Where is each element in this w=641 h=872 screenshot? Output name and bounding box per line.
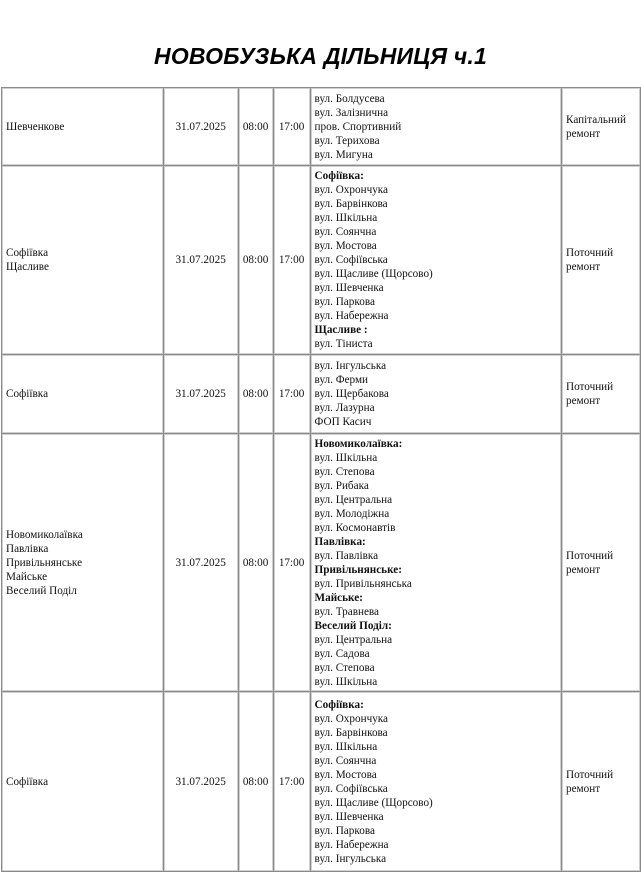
- street-name: вул. Шевченка: [314, 282, 384, 294]
- street-name: вул. Лазурна: [314, 402, 375, 414]
- street-name: вул. Космонавтів: [314, 521, 396, 534]
- street-name: вул. Болдусева: [314, 92, 385, 105]
- street-name: вул. Тіниста: [314, 338, 373, 350]
- page-title: НОВОБУЗЬКА ДІЛЬНИЦЯ ч.1: [154, 43, 487, 69]
- settlement-name: Щасливе: [6, 261, 49, 273]
- date-cell: 31.07.2025: [163, 88, 238, 166]
- settlement-name: Привільнянське: [6, 556, 83, 569]
- streets-cell: [310, 166, 561, 355]
- streets-cell: [310, 355, 561, 434]
- settlements-cell: [2, 166, 164, 355]
- outage-schedule-table: [1, 87, 641, 872]
- table-row: [2, 692, 641, 872]
- streets-cell: [310, 692, 561, 872]
- street-name: вул. Шкільна: [314, 212, 378, 224]
- street-name: вул. Рибака: [314, 479, 369, 492]
- street-name: вул. Павлівка: [314, 549, 379, 562]
- street-name: вул. Залізнична: [314, 106, 389, 119]
- street-name: вул. Набережна: [314, 838, 389, 851]
- end-time-cell: 17:00: [273, 88, 310, 166]
- settlement-name: Софіївка: [6, 247, 49, 259]
- street-name: вул. Набережна: [314, 310, 389, 322]
- settlements-cell: [2, 88, 164, 166]
- table-body: [2, 88, 641, 872]
- work-type-cell: Поточний ремонт: [562, 692, 641, 872]
- settlement-name: Шевченкове: [6, 120, 65, 133]
- settlements-cell: [2, 434, 164, 692]
- settlement-heading: Софіївка:: [314, 170, 364, 182]
- start-time-cell: 08:00: [238, 692, 273, 872]
- street-name: вул. Охрончука: [314, 184, 389, 196]
- settlement-heading: Павлівка:: [314, 535, 366, 548]
- settlements-cell: [2, 355, 164, 434]
- settlement-name: Павлівка: [6, 542, 49, 555]
- settlement-heading: Новомиколаївка:: [314, 437, 403, 450]
- date-cell: 31.07.2025: [163, 355, 238, 434]
- street-name: вул. Соянчна: [314, 226, 377, 238]
- work-type-cell: Поточний ремонт: [562, 434, 641, 692]
- end-time-cell: 17:00: [273, 355, 310, 434]
- start-time-cell: 08:00: [238, 355, 273, 434]
- date-cell: 31.07.2025: [163, 692, 238, 872]
- street-name: вул. Щасливе (Щорсово): [314, 268, 433, 280]
- street-name: ФОП Касич: [314, 416, 372, 428]
- street-name: вул. Степова: [314, 661, 375, 674]
- work-type-cell: Капітальний ремонт: [562, 88, 641, 166]
- street-name: вул. Садова: [314, 647, 370, 660]
- streets-cell: [310, 88, 561, 166]
- table-row: [2, 166, 641, 355]
- date-cell: 31.07.2025: [163, 434, 238, 692]
- street-name: вул. Центральна: [314, 633, 393, 646]
- street-name: вул. Щербакова: [314, 388, 389, 400]
- street-name: вул. Щасливе (Щорсово): [314, 796, 433, 809]
- settlement-heading: Майське:: [314, 591, 363, 604]
- street-name: вул. Шевченка: [314, 810, 384, 823]
- end-time-cell: 17:00: [273, 166, 310, 355]
- table-row: [2, 355, 641, 434]
- work-type-cell: Поточний ремонт: [562, 166, 641, 355]
- settlement-name: Софіївка: [6, 775, 49, 788]
- street-name: вул. Інгульська: [314, 360, 387, 372]
- street-name: вул. Соянчна: [314, 754, 377, 767]
- settlement-name: Софіївка: [6, 388, 49, 400]
- street-name: вул. Барвінкова: [314, 726, 388, 739]
- start-time-cell: 08:00: [238, 166, 273, 355]
- settlement-heading: Веселий Поділ:: [314, 619, 392, 632]
- street-name: вул. Терихова: [314, 134, 380, 147]
- street-name: вул. Шкільна: [314, 451, 378, 464]
- end-time-cell: 17:00: [273, 692, 310, 872]
- street-name: вул. Молодіжна: [314, 507, 390, 520]
- street-name: вул. Інгульська: [314, 852, 387, 865]
- street-name: вул. Травнева: [314, 605, 380, 618]
- street-name: вул. Привільнянська: [314, 577, 412, 590]
- start-time-cell: 08:00: [238, 434, 273, 692]
- start-time-cell: 08:00: [238, 88, 273, 166]
- settlement-name: Майське: [6, 570, 48, 583]
- street-name: вул. Барвінкова: [314, 198, 388, 210]
- street-name: вул. Мостова: [314, 240, 377, 252]
- settlement-heading: Щасливе :: [314, 324, 368, 336]
- street-name: вул. Софіївська: [314, 782, 388, 795]
- settlement-name: Веселий Поділ: [6, 584, 77, 597]
- streets-cell: [310, 434, 561, 692]
- settlement-heading: Софіївка:: [314, 698, 364, 711]
- table-row: [2, 88, 641, 166]
- street-name: вул. Софіївська: [314, 254, 388, 266]
- date-cell: 31.07.2025: [163, 166, 238, 355]
- street-name: вул. Степова: [314, 465, 375, 478]
- end-time-cell: 17:00: [273, 434, 310, 692]
- street-name: вул. Мостова: [314, 768, 377, 781]
- street-name: пров. Спортивний: [314, 120, 402, 133]
- street-name: вул. Ферми: [314, 374, 369, 386]
- street-name: вул. Паркова: [314, 296, 375, 308]
- street-name: вул. Центральна: [314, 493, 393, 506]
- street-name: вул. Мигуна: [314, 148, 373, 161]
- street-name: вул. Охрончука: [314, 712, 389, 725]
- table-row: [2, 434, 641, 692]
- settlement-heading: Привільнянське:: [314, 563, 402, 576]
- street-name: вул. Шкільна: [314, 740, 378, 753]
- work-type-cell: Поточний ремонт: [562, 355, 641, 434]
- street-name: вул. Паркова: [314, 824, 375, 837]
- street-name: вул. Шкільна: [314, 675, 378, 688]
- settlement-name: Новомиколаївка: [6, 528, 83, 541]
- settlements-cell: [2, 692, 164, 872]
